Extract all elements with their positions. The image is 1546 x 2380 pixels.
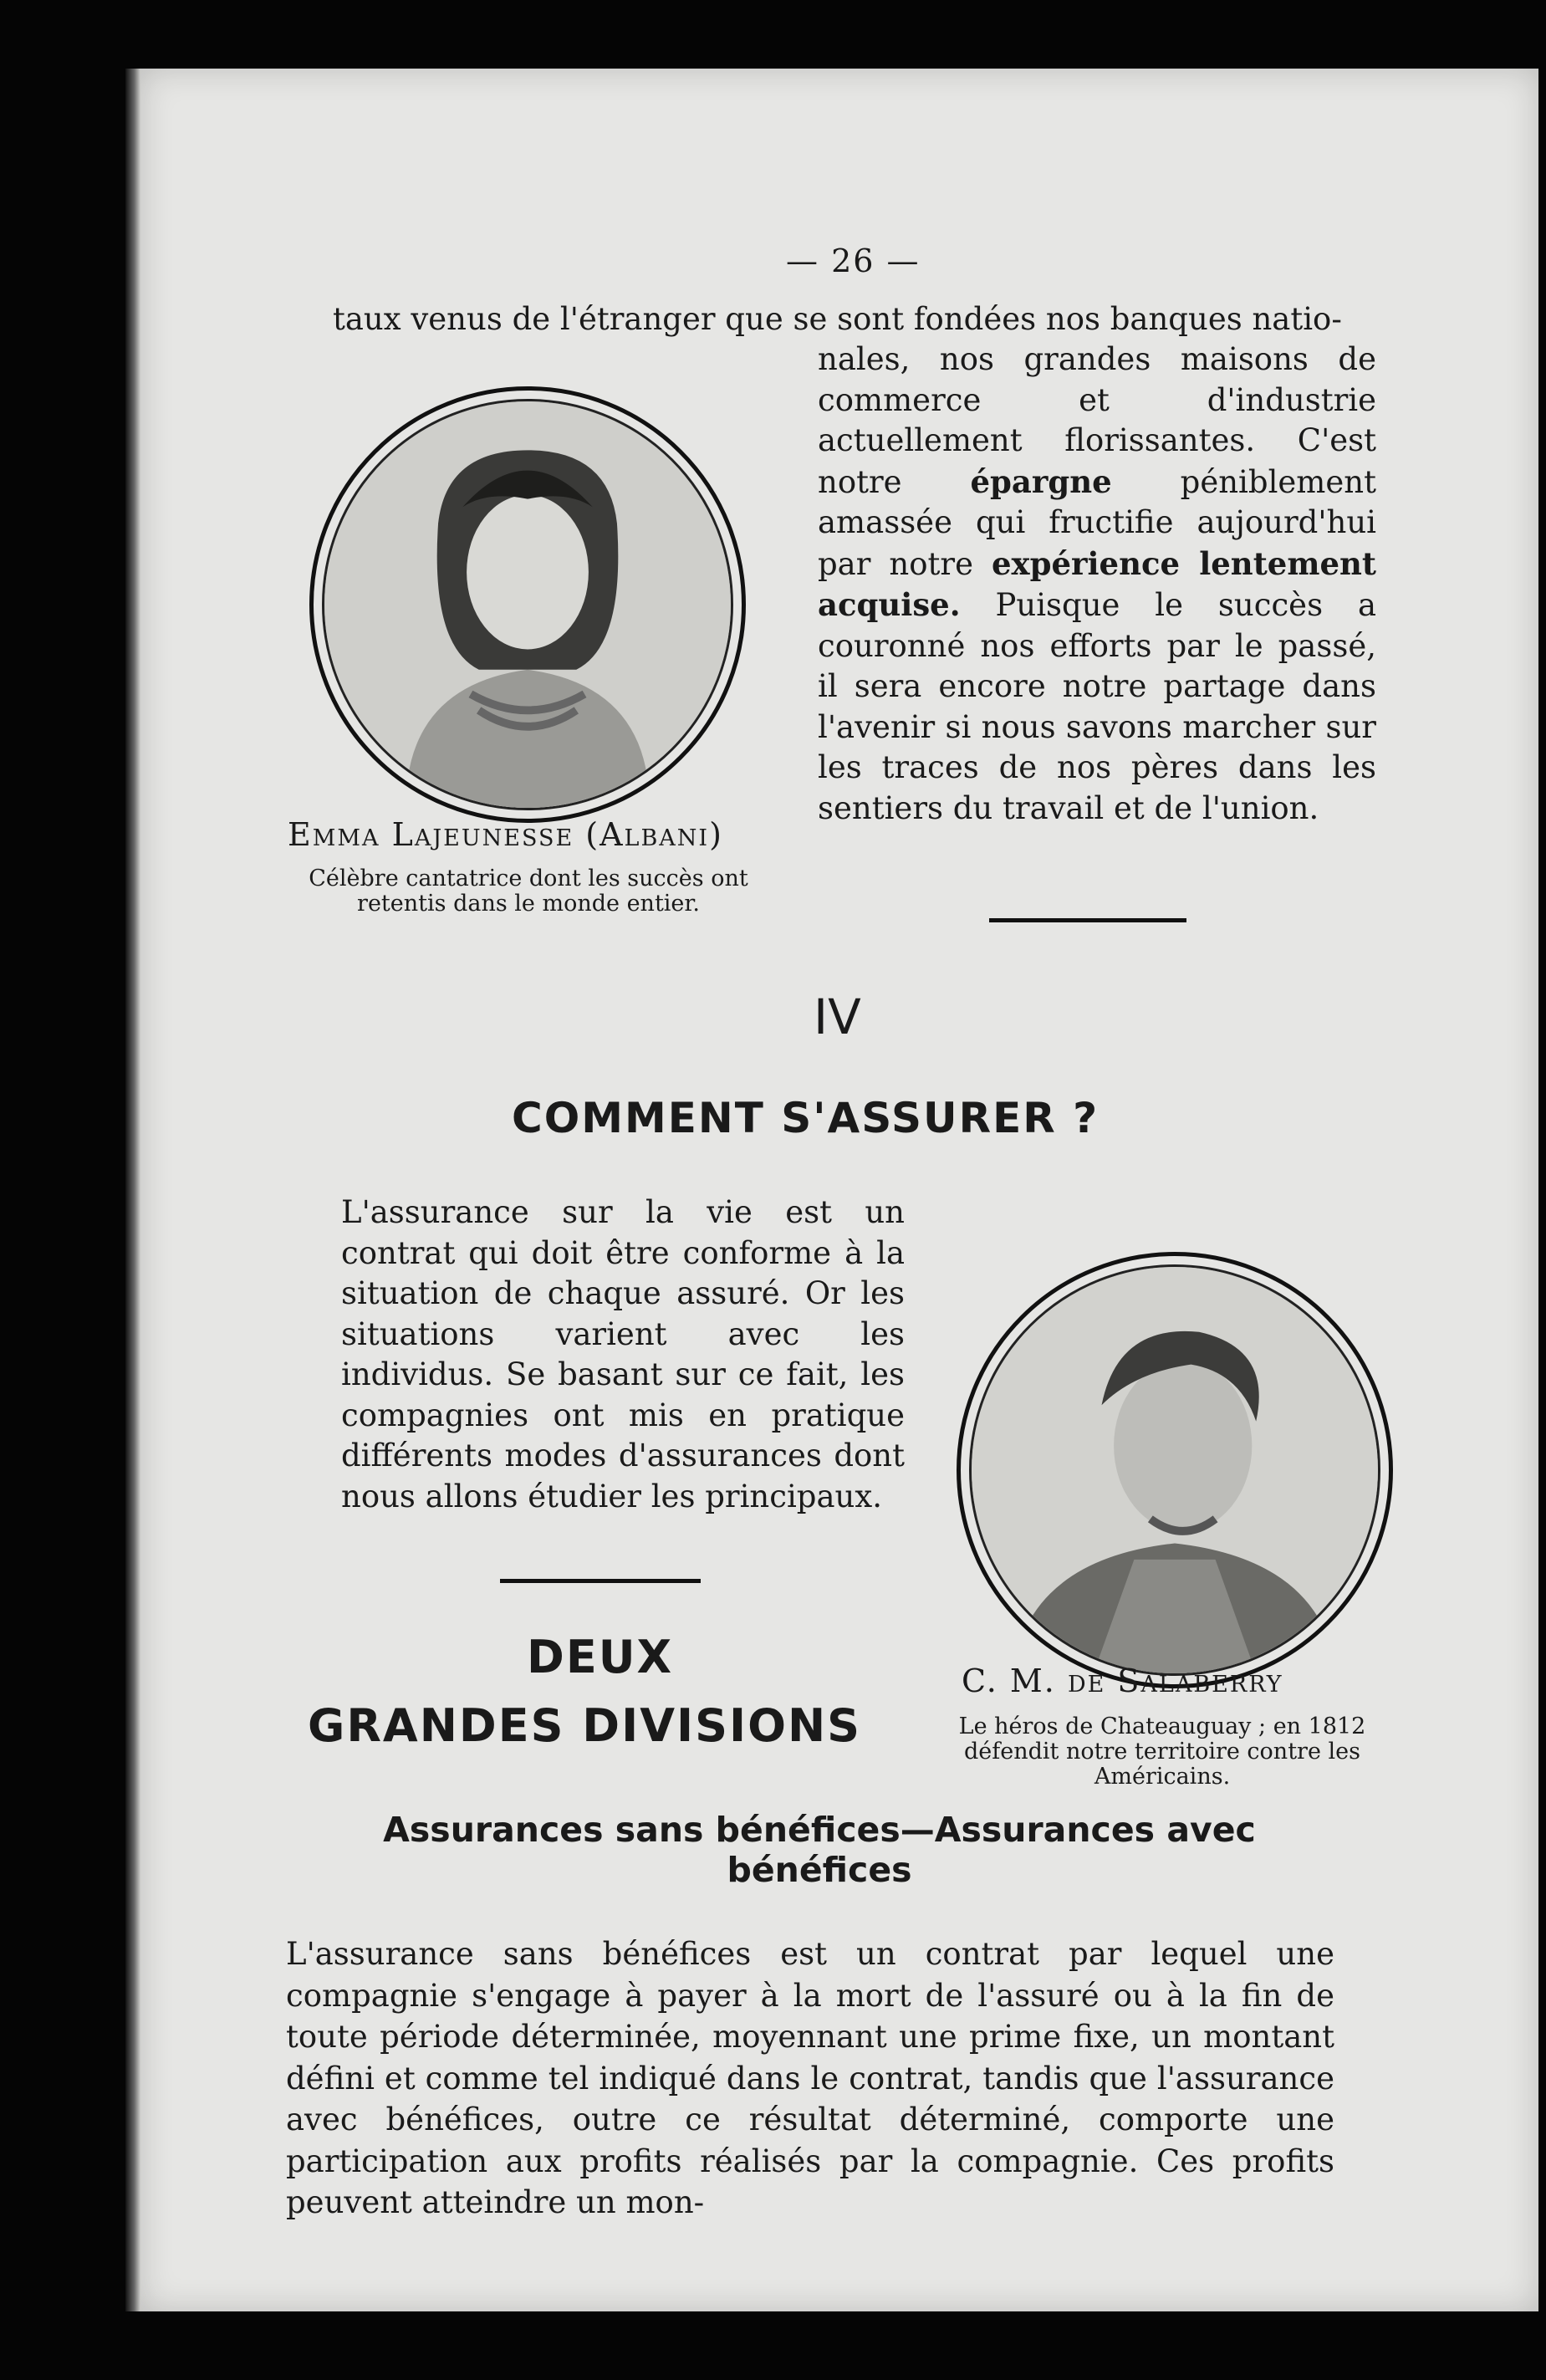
portrait-1-caption-description: Célèbre cantatrice dont les succès ont retentis dans le monde entier. <box>309 866 748 917</box>
divider-rule <box>989 918 1186 922</box>
left-column-paragraph: L'assurance sur la vie est un contrat qui doit être conforme à la situation de chaque assuré. Or les situations varient avec les individus. Se basant sur ce fait, les compagnies ont mis en pratique différents modes d'assurances dont nous allons étudier les principaux. <box>341 1194 905 1514</box>
portrait-salaberry <box>957 1252 1393 1688</box>
portrait-1-caption-name: Emma Lajeunesse (Albani) <box>288 816 723 853</box>
portrait-2-caption-description: Le héros de Chateauguay ; en 1812 défendit notre territoire contre les Américains. <box>958 1713 1366 1790</box>
divider-rule-2 <box>500 1579 701 1583</box>
right-bold-epargne: épargne <box>970 462 1112 500</box>
right-bold-experience: expérience lentement acquise. <box>818 544 1377 623</box>
man-portrait-icon <box>972 1267 1378 1673</box>
portrait-emma-albani <box>309 386 746 823</box>
section-title: COMMENT S'ASSURER ? <box>512 1094 1100 1142</box>
section-roman-numeral: IV <box>814 988 861 1045</box>
right-column-paragraph <box>818 340 1376 829</box>
right-text-end: Puisque le succès a couronné nos efforts par le passé, il sera encore notre partage dans l'avenir si nous savons marcher sur les traces de nos pères dans les sentiers du travail et de l'union. <box>818 587 1376 826</box>
right-text-mid: péniblement amassée qui fructifie aujourd'hui par notre <box>818 463 1376 582</box>
page-number: — 26 — <box>786 243 921 279</box>
divisions-heading-line-2: GRANDES DIVISIONS <box>308 1699 862 1752</box>
woman-portrait-icon <box>324 401 731 808</box>
bottom-paragraph: L'assurance sans bénéfices est un contrat par lequel une compagnie s'engage à payer à la mort de l'assuré ou à la fin de toute période déterminée, moyennant une prime fixe, un montant défini et comme tel indiqué dans le contrat, tandis que l'assurance avec bénéfices, outre ce résultat déterminé, comporte une participation aux profits réalisés par la compagnie. Ces profits peuvent atteindre un mon- <box>286 1936 1334 2220</box>
portrait-engraving-icon <box>969 1264 1380 1676</box>
divisions-heading-line-1: DEUX <box>527 1631 674 1683</box>
book-binding-shadow <box>125 69 140 2311</box>
subheading-assurances: Assurances sans bénéfices—Assurances avec bénéfices <box>383 1810 1256 1890</box>
portrait-engraving-icon <box>322 399 733 810</box>
right-text-start: nales, nos grandes maisons de commerce et d'industrie actuellement florissantes. C'est notre <box>818 341 1376 500</box>
portrait-2-caption-name: C. M. de Salaberry <box>962 1662 1283 1699</box>
intro-line: taux venus de l'étranger que se sont fondées nos banques natio- <box>333 301 1342 337</box>
